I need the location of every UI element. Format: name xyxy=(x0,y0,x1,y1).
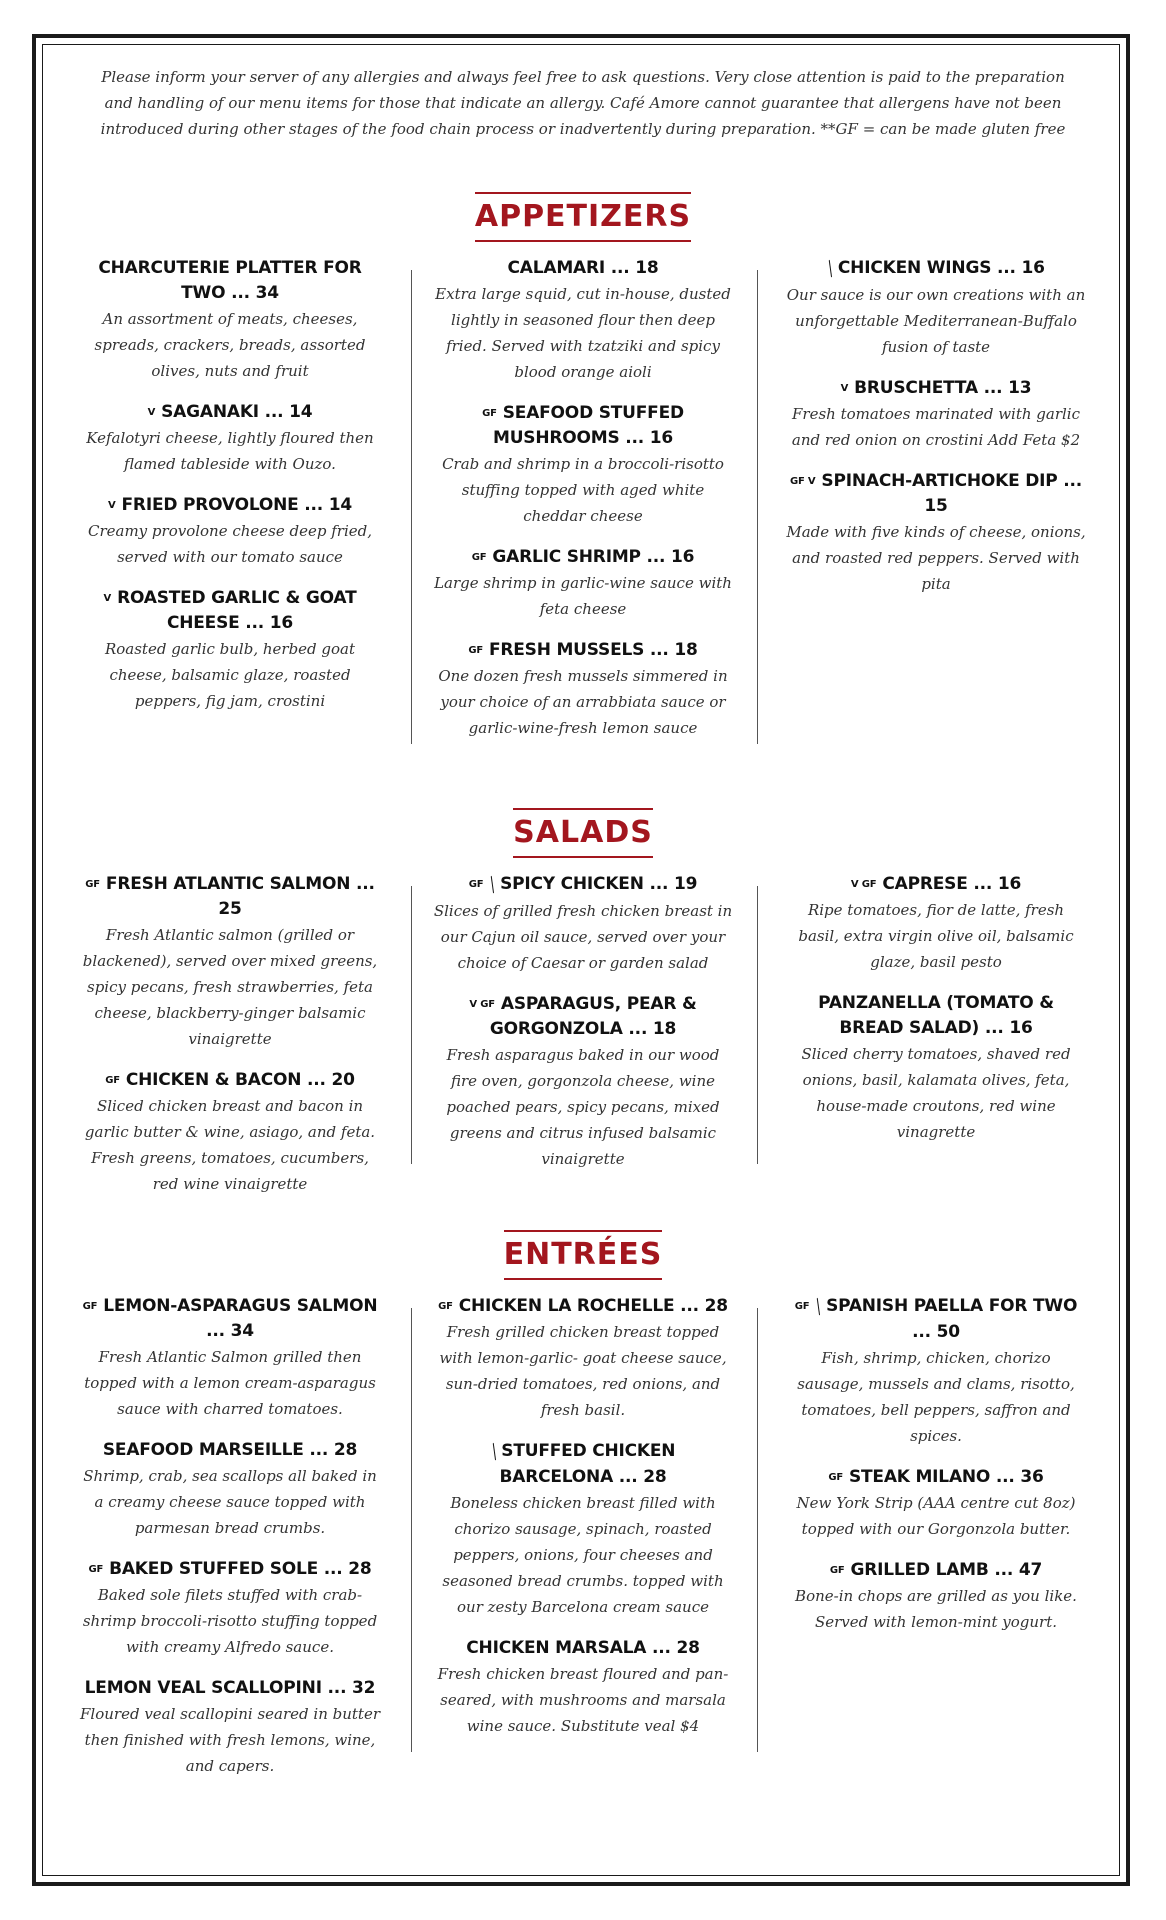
salads-column-2 xyxy=(433,872,733,1188)
menu-item-description: Made with five kinds of cheese, onions, and roasted red peppers. Served with pita xyxy=(786,523,1086,593)
column-divider xyxy=(757,886,758,1164)
menu-item xyxy=(80,1557,380,1660)
menu-item-description: Ripe tomatoes, fior de latte, fresh basil, extra virgin olive oil, balsamic glaze, basil pesto xyxy=(798,901,1074,971)
menu-item-name: ASPARAGUS, PEAR & GORGONZOLA ... 18 xyxy=(489,994,697,1039)
menu-item-name: SPICY CHICKEN ... 19 xyxy=(500,874,698,894)
menu-item-name-line xyxy=(433,1294,733,1319)
menu-item-name: CHICKEN MARSALA ... 28 xyxy=(466,1638,700,1658)
menu-item-description: Sliced cherry tomatoes, shaved red onions, basil, kalamata olives, feta, house-made croutons, red wine vinagrette xyxy=(801,1045,1071,1141)
dietary-tag: GF xyxy=(828,1472,843,1483)
chili-pepper-icon: ╱ xyxy=(485,877,501,894)
appetizers-title: APPETIZERS xyxy=(474,199,692,234)
menu-item-name-line xyxy=(433,545,733,570)
dietary-tag: GF V xyxy=(789,476,816,487)
dietary-tag: GF xyxy=(468,645,483,656)
entrees-column-3 xyxy=(786,1294,1086,1651)
menu-item xyxy=(786,1294,1086,1449)
menu-item-description: Slices of grilled fresh chicken breast in our Cajun oil sauce, served over your choice of Caesar or garden salad xyxy=(433,902,733,972)
menu-item-name-line xyxy=(786,872,1086,897)
column-divider xyxy=(411,270,412,744)
menu-item-description: Crab and shrimp in a broccoli-risotto stuffing topped with aged white cheddar cheese xyxy=(442,455,724,525)
menu-item-name-line xyxy=(80,1557,380,1582)
menu-item-name: CAPRESE ... 16 xyxy=(882,874,1022,894)
menu-item-name: SPANISH PAELLA FOR TWO ... 50 xyxy=(826,1296,1078,1342)
menu-item-description: New York Strip (AAA centre cut 8oz) topped with our Gorgonzola butter. xyxy=(796,1494,1076,1538)
menu-item-description: Fresh tomatoes marinated with garlic and red onion on crostini Add Feta $2 xyxy=(791,405,1081,449)
salads-column-1 xyxy=(80,872,380,1213)
menu-item xyxy=(786,1465,1086,1542)
menu-item-description: Extra large squid, cut in-house, dusted lightly in seasoned flour then deep fried. Served with tzatziki and spicy blood orange aioli xyxy=(435,285,731,381)
dietary-tag: V GF xyxy=(469,999,495,1010)
dietary-tag: GF xyxy=(482,408,497,419)
menu-item-name-line xyxy=(786,991,1086,1041)
menu-item xyxy=(80,586,380,714)
menu-item-name: ROASTED GARLIC & GOAT CHEESE ... 16 xyxy=(117,588,357,633)
menu-item xyxy=(786,256,1086,360)
menu-item xyxy=(786,1558,1086,1635)
menu-item xyxy=(433,872,733,976)
menu-item-name-line xyxy=(786,469,1086,519)
menu-item-name-line xyxy=(433,401,733,451)
column-divider xyxy=(411,886,412,1164)
dietary-tag: GF xyxy=(468,879,484,890)
entrees-heading xyxy=(50,1230,1116,1280)
menu-item xyxy=(80,1676,380,1779)
allergy-disclaimer: Please inform your server of any allergies and always feel free to ask questions. Very close attention is paid to the preparation and handling of our menu items for those that indicate an allergy. Café Amore cannot guarantee that allergens have not been introduced during other stages of the food chain process or inadvertently during preparation. **GF = can be made gluten free xyxy=(100,68,1066,138)
menu-item-name-line xyxy=(433,256,733,281)
appetizers-column-1 xyxy=(80,256,380,730)
menu-item-name-line xyxy=(433,992,733,1042)
menu-item-description: Bone-in chops are grilled as you like. Served with lemon-mint yogurt. xyxy=(795,1587,1077,1631)
chili-pepper-icon: ╱ xyxy=(487,1444,502,1461)
menu-item-name: SEAFOOD MARSEILLE ... 28 xyxy=(102,1440,358,1460)
menu-item-description: An assortment of meats, cheeses, spreads, crackers, breads, assorted olives, nuts and fruit xyxy=(94,310,366,380)
menu-item-description: Large shrimp in garlic-wine sauce with feta cheese xyxy=(434,574,732,618)
menu-item xyxy=(80,493,380,570)
dietary-tag: GF xyxy=(105,1075,120,1086)
menu-item xyxy=(80,400,380,477)
salads-column-3 xyxy=(786,872,1086,1161)
entrees-title: ENTRÉES xyxy=(503,1237,663,1272)
menu-item-name: LEMON VEAL SCALLOPINI ... 32 xyxy=(84,1678,376,1698)
menu-item-name: CHICKEN & BACON ... 20 xyxy=(125,1070,355,1090)
appetizers-column-2 xyxy=(433,256,733,757)
entrees-section xyxy=(50,1228,1116,1788)
menu-item-name-line xyxy=(80,256,380,306)
menu-item-name: STEAK MILANO ... 36 xyxy=(848,1467,1044,1487)
menu-item xyxy=(433,401,733,529)
menu-item-name: CHICKEN WINGS ... 16 xyxy=(837,258,1045,278)
menu-item-description: Fresh Atlantic Salmon grilled then topped with a lemon cream-asparagus sauce with charred tomatoes. xyxy=(84,1348,376,1418)
menu-item-name-line xyxy=(433,1439,733,1490)
dietary-tag: GF xyxy=(794,1301,810,1312)
dietary-tag: GF xyxy=(85,879,100,890)
menu-item-name-line xyxy=(786,1558,1086,1583)
column-divider xyxy=(757,1308,758,1752)
entrees-column-1 xyxy=(80,1294,380,1795)
menu-item-name: CHARCUTERIE PLATTER FOR TWO ... 34 xyxy=(98,258,362,303)
appetizers-heading xyxy=(50,192,1116,242)
menu-item xyxy=(786,872,1086,975)
salads-heading xyxy=(50,808,1116,858)
menu-item-name-line xyxy=(80,586,380,636)
menu-item-description: Kefalotyri cheese, lightly floured then flamed tableside with Ouzo. xyxy=(86,429,374,473)
appetizers-column-3 xyxy=(786,256,1086,613)
menu-item xyxy=(80,1438,380,1541)
dietary-tag: GF xyxy=(471,552,487,563)
menu-item-description: Creamy provolone cheese deep fried, served with our tomato sauce xyxy=(87,522,373,566)
menu-item-name-line xyxy=(786,376,1086,401)
menu-item-name: FRIED PROVOLONE ... 14 xyxy=(121,495,353,515)
menu-item-name: BRUSCHETTA ... 13 xyxy=(854,378,1032,398)
menu-item xyxy=(80,872,380,1052)
menu-item xyxy=(80,1068,380,1197)
menu-item-name: GRILLED LAMB ... 47 xyxy=(850,1560,1043,1580)
menu-item xyxy=(433,256,733,385)
menu-item-name-line xyxy=(80,400,380,425)
menu-item-name: LEMON-ASPARAGUS SALMON ... 34 xyxy=(103,1296,378,1341)
menu-item xyxy=(433,545,733,622)
dietary-tag: V xyxy=(840,383,849,394)
column-divider xyxy=(757,270,758,744)
dietary-tag: GF xyxy=(82,1301,98,1312)
menu-item-name: FRESH ATLANTIC SALMON ... 25 xyxy=(105,874,375,919)
menu-item xyxy=(433,1636,733,1739)
entrees-column-2 xyxy=(433,1294,733,1755)
dietary-tag: GF xyxy=(829,1565,845,1576)
dietary-tag: V xyxy=(107,500,116,511)
menu-item-name-line xyxy=(80,1676,380,1701)
menu-item-name: STUFFED CHICKEN BARCELONA ... 28 xyxy=(499,1441,676,1487)
menu-item xyxy=(433,1439,733,1620)
dietary-tag: V GF xyxy=(850,879,877,890)
menu-item-description: Fresh Atlantic salmon (grilled or blackened), served over mixed greens, spicy pecans, fresh strawberries, feta cheese, blackberry-ginger balsamic vinaigrette xyxy=(82,926,378,1048)
menu-item-name-line xyxy=(433,1636,733,1661)
menu-item-description: Boneless chicken breast filled with chorizo sausage, spinach, roasted peppers, onions, four cheeses and seasoned bread crumbs. topped with our zesty Barcelona cream sauce xyxy=(442,1494,724,1616)
menu-item-name-line xyxy=(433,872,733,898)
menu-item-name: CHICKEN LA ROCHELLE ... 28 xyxy=(458,1296,728,1316)
appetizers-section xyxy=(50,190,1116,770)
column-divider xyxy=(411,1308,412,1752)
dietary-tag: GF xyxy=(88,1564,104,1575)
menu-item-description: Fresh asparagus baked in our wood fire oven, gorgonzola cheese, wine poached pears, spicy pecans, mixed greens and citrus infused balsamic vinaigrette xyxy=(446,1046,720,1168)
menu-item-name-line xyxy=(80,1294,380,1344)
menu-item-name: SEAFOOD STUFFED MUSHROOMS ... 16 xyxy=(492,403,684,448)
menu-item-description: Sliced chicken breast and bacon in garlic butter & wine, asiago, and feta. Fresh greens, tomatoes, cucumbers, red wine vinaigrette xyxy=(84,1097,376,1193)
menu-item-description: One dozen fresh mussels simmered in your choice of an arrabbiata sauce or garlic-wine-fresh lemon sauce xyxy=(438,667,728,737)
dietary-tag: GF xyxy=(438,1301,453,1312)
chili-pepper-icon: ╱ xyxy=(811,1299,827,1316)
chili-pepper-icon: ╱ xyxy=(823,261,839,278)
salads-section xyxy=(50,806,1116,1193)
menu-item-name-line xyxy=(80,1068,380,1093)
menu-item-name: PANZANELLA (TOMATO & BREAD SALAD) ... 16 xyxy=(818,993,1054,1038)
dietary-tag: V xyxy=(103,593,112,604)
menu-item-name-line xyxy=(80,493,380,518)
menu-item xyxy=(786,376,1086,453)
menu-item xyxy=(433,1294,733,1423)
menu-item-description: Shrimp, crab, sea scallops all baked in a creamy cheese sauce topped with parmesan bread crumbs. xyxy=(83,1467,377,1537)
menu-item-name-line xyxy=(80,872,380,922)
menu-item xyxy=(433,992,733,1172)
menu-item xyxy=(80,256,380,384)
menu-item-name: GARLIC SHRIMP ... 16 xyxy=(492,547,695,567)
menu-item-name: CALAMARI ... 18 xyxy=(507,258,659,278)
menu-item xyxy=(786,469,1086,597)
menu-item-description: Floured veal scallopini seared in butter then finished with fresh lemons, wine, and capers. xyxy=(80,1705,380,1775)
menu-item-description: Fish, shrimp, chicken, chorizo sausage, mussels and clams, risotto, tomatoes, bell peppers, saffron and spices. xyxy=(797,1349,1075,1445)
menu-item xyxy=(80,1294,380,1422)
menu-item-description: Our sauce is our own creations with an unforgettable Mediterranean-Buffalo fusion of taste xyxy=(786,286,1086,356)
menu-item-name-line xyxy=(80,1438,380,1463)
menu-item-name-line xyxy=(786,1465,1086,1490)
menu-item-name: FRESH MUSSELS ... 18 xyxy=(488,640,698,660)
dietary-tag: V xyxy=(147,407,156,418)
menu-item-description: Baked sole filets stuffed with crab-shrimp broccoli-risotto stuffing topped with creamy Alfredo sauce. xyxy=(82,1586,378,1656)
menu-item-name-line xyxy=(786,1294,1086,1345)
menu-item xyxy=(433,638,733,741)
menu-item xyxy=(786,991,1086,1145)
menu-item-name: SPINACH-ARTICHOKE DIP ... 15 xyxy=(821,471,1083,516)
menu-item-description: Roasted garlic bulb, herbed goat cheese, balsamic glaze, roasted peppers, fig jam, crostini xyxy=(104,640,356,710)
menu-item-name-line xyxy=(433,638,733,663)
menu-item-description: Fresh chicken breast floured and pan-seared, with mushrooms and marsala wine sauce. Substitute veal $4 xyxy=(437,1665,729,1735)
salads-title: SALADS xyxy=(513,815,653,850)
menu-item-description: Fresh grilled chicken breast topped with lemon-garlic- goat cheese sauce, sun-dried tomatoes, red onions, and fresh basil. xyxy=(439,1323,727,1419)
menu-item-name: BAKED STUFFED SOLE ... 28 xyxy=(109,1559,372,1579)
menu-item-name: SAGANAKI ... 14 xyxy=(161,402,313,422)
menu-item-name-line xyxy=(786,256,1086,282)
